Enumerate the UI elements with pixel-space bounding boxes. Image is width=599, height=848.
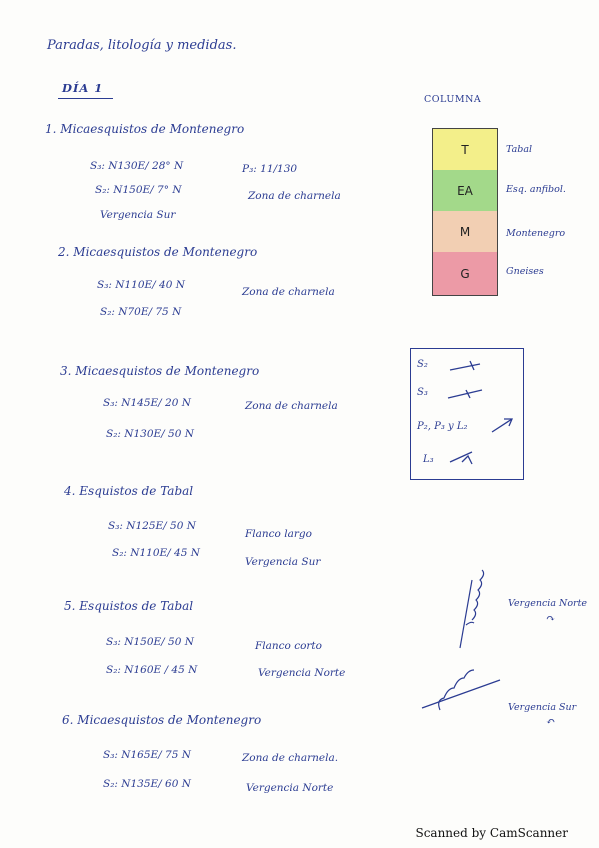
measurement: S₂: N135E/ 60 N bbox=[103, 778, 191, 790]
stop-number: 6. bbox=[62, 713, 74, 727]
note: Vergencia Norte bbox=[258, 667, 346, 679]
legend-label: S₂ bbox=[417, 359, 428, 370]
legend-label: L₃ bbox=[423, 454, 434, 465]
note: Zona de charnela bbox=[242, 286, 335, 298]
axial-line-icon bbox=[422, 680, 500, 708]
fold-sketch-north bbox=[460, 570, 484, 648]
measurement: S₂: N70E/ 75 N bbox=[100, 306, 182, 318]
stop-name: Esquistos de Tabal bbox=[79, 484, 194, 498]
note: Vergencia Norte bbox=[246, 782, 334, 794]
axial-line-icon bbox=[460, 580, 472, 648]
stop-number: 5. bbox=[64, 599, 76, 613]
fold-sketch-south bbox=[422, 670, 500, 710]
note: Zona de charnela bbox=[248, 190, 341, 202]
folded-layer-icon bbox=[472, 570, 484, 620]
stop-name: Micaesquistos de Montenegro bbox=[73, 245, 258, 259]
measurement: S₂: N150E/ 7° N bbox=[95, 184, 182, 196]
stop-number: 4. bbox=[64, 484, 76, 498]
l3-arrowhead-icon bbox=[462, 456, 472, 464]
stop-number: 2. bbox=[58, 245, 70, 259]
measurement: S₃: N165E/ 75 N bbox=[103, 749, 191, 761]
measurement: S₃: N110E/ 40 N bbox=[97, 279, 185, 291]
vergence-arrow: ↶ bbox=[546, 715, 556, 728]
day-label: DÍA 1 bbox=[62, 81, 104, 95]
vergence-arrow: ↷ bbox=[546, 612, 556, 625]
legend-label: S₃ bbox=[417, 387, 428, 398]
column-layer-tabal: T bbox=[433, 129, 497, 170]
measurement: S₂: N130E/ 50 N bbox=[106, 428, 194, 440]
note: Zona de charnela. bbox=[242, 752, 339, 764]
column-label: Tabal bbox=[506, 144, 533, 155]
stop-name: Micaesquistos de Montenegro bbox=[75, 364, 260, 378]
measurement: S₃: N145E/ 20 N bbox=[103, 397, 191, 409]
column-label: Esq. anfibol. bbox=[506, 184, 566, 195]
s3-strike-icon bbox=[448, 390, 482, 398]
measurement: S₃: N125E/ 50 N bbox=[108, 520, 196, 532]
column-layer-gneises: G bbox=[433, 252, 497, 295]
measurement: P₃: 11/130 bbox=[242, 163, 298, 175]
measurement: S₂: N110E/ 45 N bbox=[112, 547, 200, 559]
vergence-label: Vergencia Norte bbox=[508, 598, 588, 609]
stop-name: Micaesquistos de Montenegro bbox=[77, 713, 262, 727]
stop-number: 3. bbox=[60, 364, 72, 378]
legend-symbols bbox=[448, 361, 512, 464]
stop-number: 1. bbox=[45, 122, 57, 136]
folded-layer-icon bbox=[439, 670, 474, 710]
measurement: S₃: N150E/ 50 N bbox=[106, 636, 194, 648]
note: Vergencia Sur bbox=[100, 209, 176, 221]
column-title: COLUMNA bbox=[424, 94, 482, 105]
stop-name: Esquistos de Tabal bbox=[79, 599, 194, 613]
s2-strike-icon bbox=[450, 364, 480, 370]
legend-label: P₂, P₃ y L₂ bbox=[417, 421, 468, 432]
note: Vergencia Sur bbox=[245, 556, 321, 568]
column-label: Gneises bbox=[506, 266, 544, 277]
page-title: Paradas, litología y medidas. bbox=[47, 38, 237, 53]
fold-hinge-icon bbox=[466, 622, 474, 625]
column-label: Montenegro bbox=[506, 228, 566, 239]
column-layer-montenegro: M bbox=[433, 211, 497, 252]
vergence-label: Vergencia Sur bbox=[508, 702, 577, 713]
stop-name: Micaesquistos de Montenegro bbox=[60, 122, 245, 136]
measurement: S₃: N130E/ 28° N bbox=[90, 160, 184, 172]
note: Flanco corto bbox=[255, 640, 322, 652]
note: Flanco largo bbox=[245, 528, 312, 540]
note: Zona de charnela bbox=[245, 400, 338, 412]
scanner-watermark: Scanned by CamScanner bbox=[415, 826, 568, 840]
measurement: S₂: N160E / 45 N bbox=[106, 664, 198, 676]
column-layer-esq-anfibol: EA bbox=[433, 170, 497, 211]
